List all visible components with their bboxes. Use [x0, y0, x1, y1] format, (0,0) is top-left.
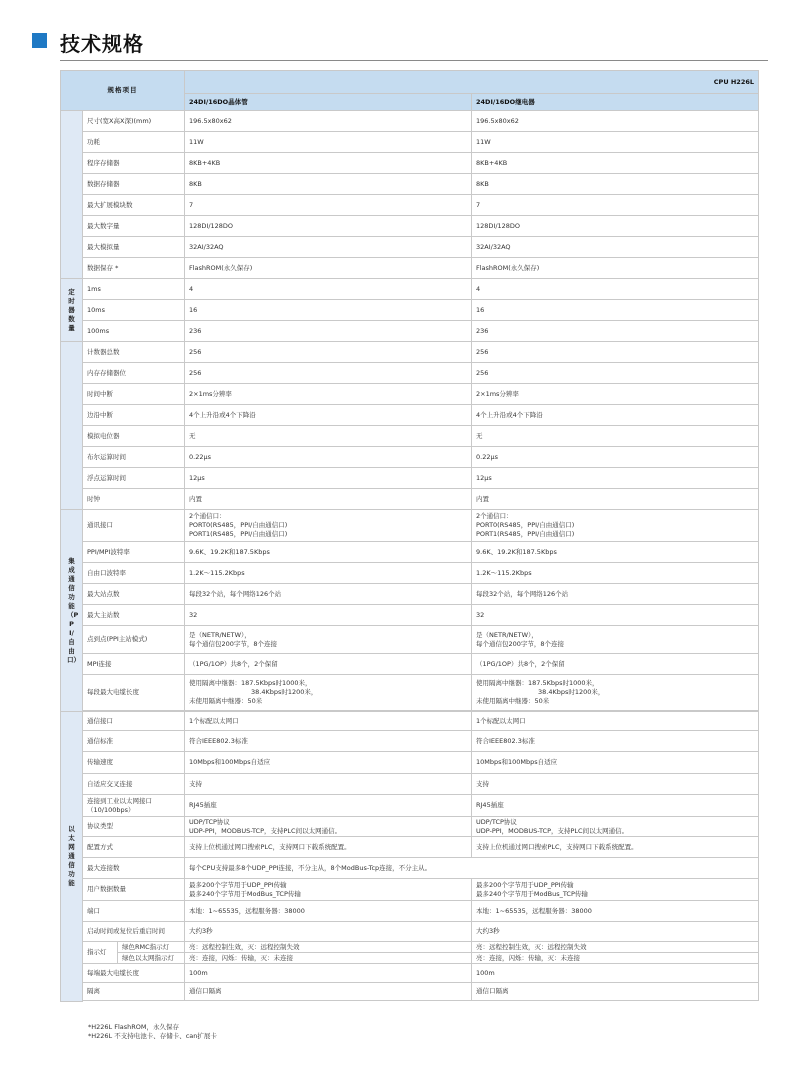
variant-transistor-header: 24DI/16DO晶体管 — [185, 94, 472, 111]
value-transistor: 1个标配以太网口 — [185, 712, 472, 731]
value-line: UDP-PPI，MODBUS-TCP，支持PLC间以太网通信。 — [476, 826, 629, 835]
value-transistor: 内置 — [185, 489, 472, 510]
value-line: 最多240个字节用于ModBus_TCP传输 — [189, 889, 301, 898]
value-transistor: 32 — [185, 605, 472, 626]
value-relay: 2×1ms分辨率 — [472, 384, 759, 405]
value-line: 38.4Kbps时1200米， — [538, 688, 605, 696]
row-label: 最大数字量 — [83, 216, 185, 237]
label-line: 连接到工业以太网接口 — [87, 796, 152, 805]
value-relay — [472, 817, 759, 837]
value-transistor: 256 — [185, 342, 472, 363]
sub-label: 绿色以太网指示灯 — [118, 953, 185, 964]
value-transistor: 支持 — [185, 774, 472, 795]
value-line: 最多200个字节用于UDP_PPI传输 — [189, 880, 287, 889]
footnotes — [88, 1023, 217, 1041]
row-label: 传输速度 — [83, 752, 185, 774]
value-line: UDP/TCP协议 — [189, 817, 230, 826]
variant-relay-header: 24DI/16DO继电器 — [472, 94, 759, 111]
value-transistor: 本地：1~65535，远程服务器：38000 — [185, 901, 472, 922]
value-line: 是（NETR/NETW）， — [189, 630, 251, 639]
group-general — [61, 111, 83, 279]
row-label: 功耗 — [83, 132, 185, 153]
cpu-model-header: CPU H226L — [185, 71, 759, 94]
row-label: 程序存储器 — [83, 153, 185, 174]
value-transistor: 16 — [185, 300, 472, 321]
value-transistor: 256 — [185, 363, 472, 384]
value-line: PORT0(RS485，PPI/自由通信口) — [476, 521, 575, 529]
row-label: 配置方式 — [83, 837, 185, 858]
value-relay: 1.2K～115.2Kbps — [472, 563, 759, 584]
row-label: 最大扩展模块数 — [83, 195, 185, 216]
value-transistor: FlashROM(永久保存) — [185, 258, 472, 279]
row-label: 浮点运算时间 — [83, 468, 185, 489]
value-relay: 亮：远程控制生效，灭：远程控制失效 — [472, 942, 759, 953]
value-relay: 196.5x80x62 — [472, 111, 759, 132]
value-transistor: 每段32个站，每个网络126个站 — [185, 584, 472, 605]
value-line: 38.4Kbps时1200米， — [251, 688, 318, 696]
value-relay: RJ45插座 — [472, 795, 759, 817]
title-accent-square — [32, 33, 47, 48]
row-label: 点到点(PPI主站模式) — [83, 626, 185, 654]
group-misc — [61, 342, 83, 510]
value-transistor: 128DI/128DO — [185, 216, 472, 237]
page-title: 技术规格 — [60, 32, 144, 56]
row-label: 协议类型 — [83, 817, 185, 837]
value-merged: 每个CPU支持最多8个UDP_PPI连接，不分主从，8个ModBus-Tcp连接，不分主从。 — [185, 858, 759, 879]
row-label: 时间中断 — [83, 384, 185, 405]
value-transistor — [185, 675, 472, 711]
value-transistor: 0.22μs — [185, 447, 472, 468]
row-label: 数据保存 * — [83, 258, 185, 279]
value-relay: 内置 — [472, 489, 759, 510]
footnote: *H226L 不支持电池卡、存储卡、can扩展卡 — [88, 1032, 217, 1040]
value-transistor: （1PG/1OP）共8个，2个保留 — [185, 654, 472, 675]
value-transistor — [185, 510, 472, 542]
value-transistor: 4 — [185, 279, 472, 300]
row-label: 指示灯 — [83, 942, 118, 964]
row-label: 尺寸(宽X高X深)(mm) — [83, 111, 185, 132]
row-label: PPI/MPI波特率 — [83, 542, 185, 563]
value-transistor: 10Mbps和100Mbps自适应 — [185, 752, 472, 774]
value-line: 是（NETR/NETW）， — [476, 630, 538, 639]
value-relay: FlashROM(永久保存) — [472, 258, 759, 279]
value-relay: 9.6K、19.2K和187.5Kbps — [472, 542, 759, 563]
value-relay: 11W — [472, 132, 759, 153]
value-relay: 无 — [472, 426, 759, 447]
value-line: 每个通信包200字节，8个连接 — [189, 639, 278, 648]
value-transistor: 亮：连接，闪烁：传输，灭：未连接 — [185, 953, 472, 964]
value-line: PORT0(RS485，PPI/自由通信口) — [189, 521, 288, 529]
value-transistor: 11W — [185, 132, 472, 153]
row-label: 自适应交叉连接 — [83, 774, 185, 795]
value-relay: 32 — [472, 605, 759, 626]
value-relay — [472, 626, 759, 654]
row-label — [83, 795, 185, 817]
spec-table — [60, 70, 759, 1002]
row-label: 内存存储器位 — [83, 363, 185, 384]
row-label: 计数器总数 — [83, 342, 185, 363]
value-relay: 大约3秒 — [472, 922, 759, 942]
value-relay — [472, 510, 759, 542]
value-relay: 16 — [472, 300, 759, 321]
value-relay: 8KB — [472, 174, 759, 195]
value-relay: 支持上位机通过网口搜索PLC，支持网口下载系统配置。 — [472, 837, 759, 858]
value-line: PORT1(RS485，PPI/自由通信口) — [476, 530, 575, 538]
row-label: 100ms — [83, 321, 185, 342]
footnote: *H226L FlashROM，永久保存 — [88, 1023, 180, 1031]
group-timer: 定时器数量 — [61, 279, 83, 342]
value-transistor: 1.2K～115.2Kbps — [185, 563, 472, 584]
value-relay: （1PG/1OP）共8个，2个保留 — [472, 654, 759, 675]
value-relay: 100m — [472, 964, 759, 983]
value-line: UDP/TCP协议 — [476, 817, 517, 826]
row-label: 用户数据数量 — [83, 879, 185, 901]
group-ethernet: 以太网通信功能 — [61, 712, 83, 1002]
title-divider — [60, 60, 768, 61]
row-label: 最大主站数 — [83, 605, 185, 626]
value-relay: 符合IEEE802.3标准 — [472, 731, 759, 752]
row-label: 最大连接数 — [83, 858, 185, 879]
label-line: （10/100bps） — [87, 805, 135, 814]
row-label: 端口 — [83, 901, 185, 922]
value-relay: 32AI/32AQ — [472, 237, 759, 258]
value-transistor: 亮：远程控制生效，灭：远程控制失效 — [185, 942, 472, 953]
row-label: 通信接口 — [83, 712, 185, 731]
row-label: 通信标准 — [83, 731, 185, 752]
value-transistor: 2×1ms分辨率 — [185, 384, 472, 405]
value-transistor — [185, 879, 472, 901]
value-line: 使用隔离中继器：187.5Kbps时1000米， — [189, 679, 312, 687]
spec-item-header: 规格项目 — [61, 71, 185, 111]
row-label: 10ms — [83, 300, 185, 321]
value-relay: 256 — [472, 363, 759, 384]
value-transistor: 32AI/32AQ — [185, 237, 472, 258]
row-label: 隔离 — [83, 983, 185, 1001]
value-relay: 0.22μs — [472, 447, 759, 468]
value-relay: 10Mbps和100Mbps自适应 — [472, 752, 759, 774]
row-label: 数据存储器 — [83, 174, 185, 195]
row-label: 1ms — [83, 279, 185, 300]
value-relay: 236 — [472, 321, 759, 342]
value-transistor — [185, 817, 472, 837]
value-relay: 4 — [472, 279, 759, 300]
row-label: MPI连接 — [83, 654, 185, 675]
value-relay: 12μs — [472, 468, 759, 489]
value-transistor: 符合IEEE802.3标准 — [185, 731, 472, 752]
value-line: UDP-PPI，MODBUS-TCP，支持PLC间以太网通信。 — [189, 826, 342, 835]
value-relay: 1个标配以太网口 — [472, 712, 759, 731]
value-transistor: RJ45插座 — [185, 795, 472, 817]
value-line: 使用隔离中继器：187.5Kbps时1000米， — [476, 679, 599, 687]
row-label: 最大模拟量 — [83, 237, 185, 258]
row-label: 通讯接口 — [83, 510, 185, 542]
value-transistor: 8KB+4KB — [185, 153, 472, 174]
row-label: 最大站点数 — [83, 584, 185, 605]
value-relay: 256 — [472, 342, 759, 363]
value-transistor: 大约3秒 — [185, 922, 472, 942]
value-relay: 通信口隔离 — [472, 983, 759, 1001]
value-transistor: 支持上位机通过网口搜索PLC，支持网口下载系统配置。 — [185, 837, 472, 858]
value-relay: 4个上升沿或4个下降沿 — [472, 405, 759, 426]
value-line: 未使用隔离中继器：50米 — [476, 697, 550, 705]
value-relay: 128DI/128DO — [472, 216, 759, 237]
value-line: 最多240个字节用于ModBus_TCP传输 — [476, 889, 588, 898]
value-transistor: 9.6K、19.2K和187.5Kbps — [185, 542, 472, 563]
value-transistor: 通信口隔离 — [185, 983, 472, 1001]
value-relay: 支持 — [472, 774, 759, 795]
value-transistor: 4个上升沿或4个下降沿 — [185, 405, 472, 426]
row-label: 时钟 — [83, 489, 185, 510]
value-transistor: 8KB — [185, 174, 472, 195]
value-relay: 本地：1~65535，远程服务器：38000 — [472, 901, 759, 922]
value-line: PORT1(RS485，PPI/自由通信口) — [189, 530, 288, 538]
value-relay — [472, 675, 759, 711]
group-integrated-comm: 集成通信功能（PPI/自由口） — [61, 510, 83, 712]
value-line: 最多200个字节用于UDP_PPI传输 — [476, 880, 574, 889]
row-label: 自由口波特率 — [83, 563, 185, 584]
value-transistor: 无 — [185, 426, 472, 447]
value-transistor: 196.5x80x62 — [185, 111, 472, 132]
value-line: 2个通信口： — [189, 512, 226, 520]
value-transistor: 100m — [185, 964, 472, 983]
value-transistor: 7 — [185, 195, 472, 216]
value-transistor: 12μs — [185, 468, 472, 489]
row-label: 启动时间或复位后重启时间 — [83, 922, 185, 942]
value-relay: 亮：连接，闪烁：传输，灭：未连接 — [472, 953, 759, 964]
sub-label: 绿色RMC指示灯 — [118, 942, 185, 953]
value-transistor — [185, 626, 472, 654]
row-label: 每端最大电缆长度 — [83, 964, 185, 983]
value-line: 每个通信包200字节，8个连接 — [476, 639, 565, 648]
value-relay: 7 — [472, 195, 759, 216]
row-label: 边沿中断 — [83, 405, 185, 426]
row-label: 模拟电位器 — [83, 426, 185, 447]
value-line: 2个通信口： — [476, 512, 513, 520]
row-label: 每段最大电缆长度 — [83, 675, 185, 711]
value-transistor: 236 — [185, 321, 472, 342]
value-line: 未使用隔离中继器：50米 — [189, 697, 263, 705]
value-relay: 每段32个站，每个网络126个站 — [472, 584, 759, 605]
row-label: 布尔运算时间 — [83, 447, 185, 468]
value-relay — [472, 879, 759, 901]
value-relay: 8KB+4KB — [472, 153, 759, 174]
